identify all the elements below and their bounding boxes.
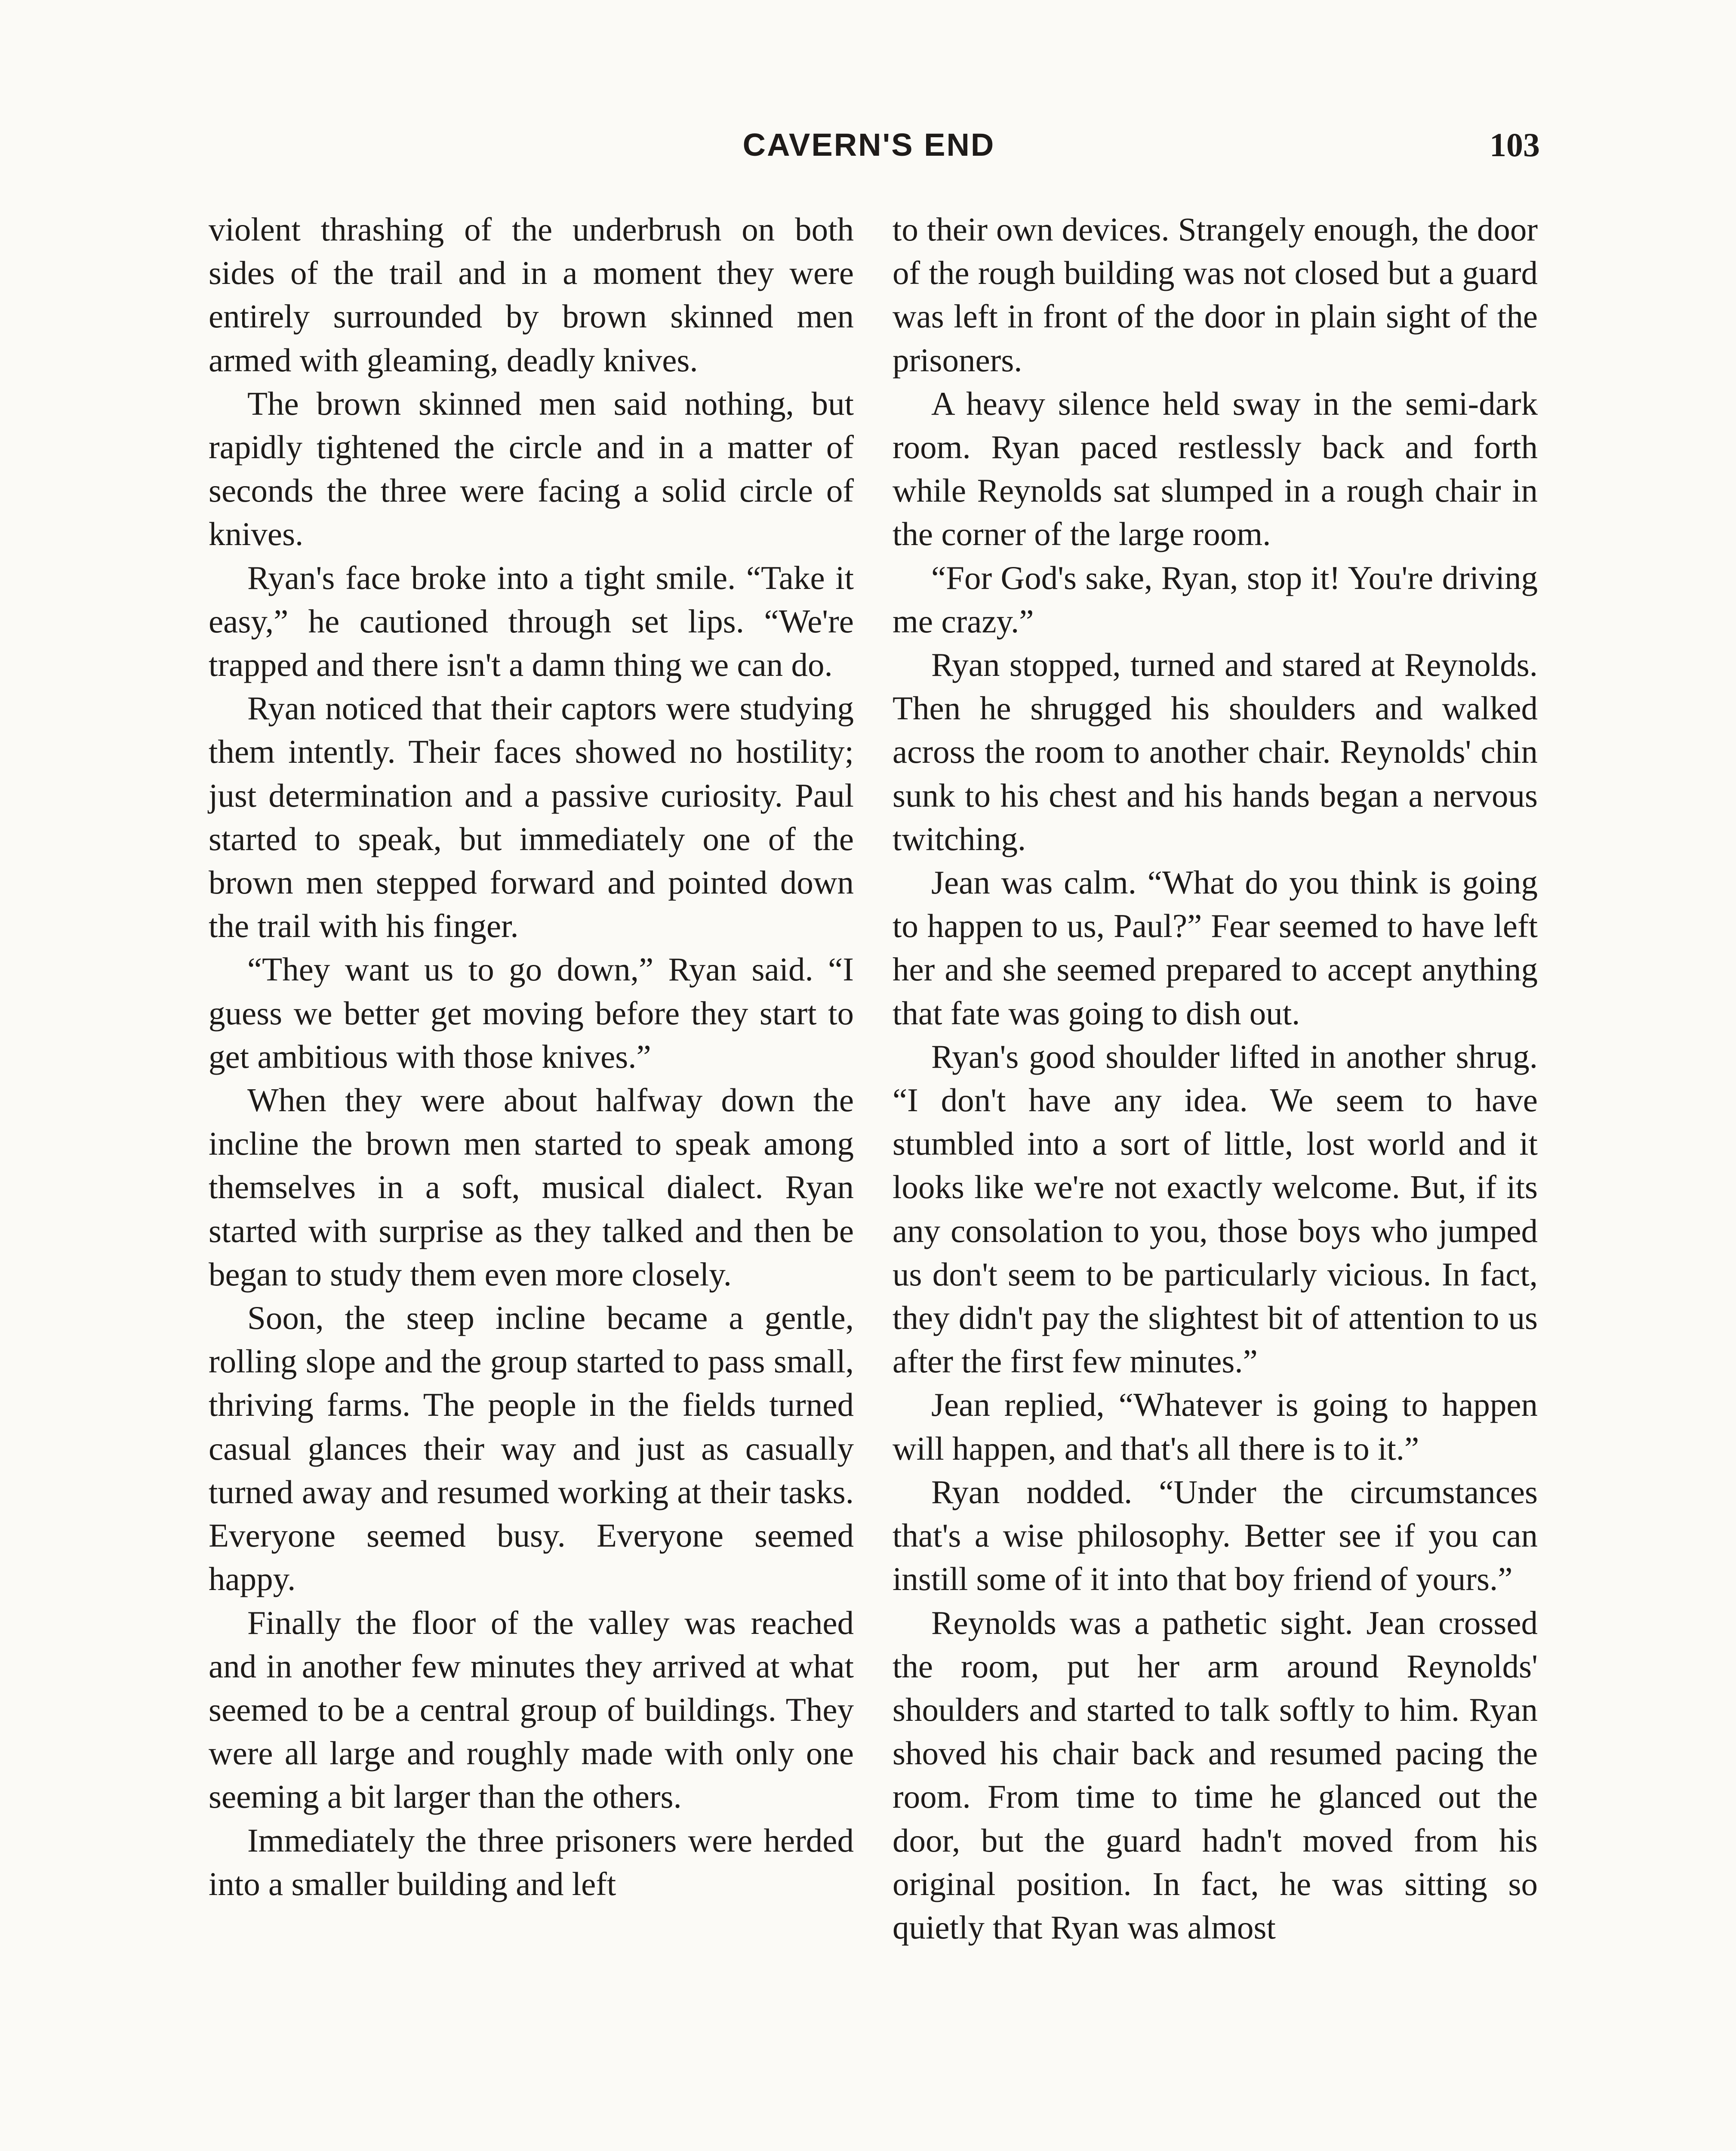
- paragraph: A heavy silence held sway in the semi-dark room. Ryan paced restlessly back and forth while Reynolds sat slumped in a rough chair in the corner of the large room.: [893, 385, 1538, 553]
- paragraph: “They want us to go down,” Ryan said. “I guess we better get moving before they start to get ambitious with those knives.”: [209, 951, 854, 1075]
- paragraph: Soon, the steep incline became a gentle, rolling slope and the group started to pass small, thriving farms. The people in the fields turned casual glances their way and just as casually turned away and resumed working at their tasks. Everyone seemed busy. Everyone seemed happy.: [209, 1299, 854, 1598]
- paragraph: Jean replied, “Whatever is going to happen will happen, and that's all there is to it.”: [893, 1386, 1538, 1467]
- paragraph: When they were about halfway down the incline the brown men started to speak among themselves in a soft, musical dialect. Ryan started with surprise as they talked and then be began to study them even more closely.: [209, 1082, 854, 1293]
- paragraph: “For God's sake, Ryan, stop it! You're driving me crazy.”: [893, 559, 1538, 640]
- paragraph: The brown skinned men said nothing, but rapidly tightened the circle and in a matter of seconds the three were facing a solid circle of knives.: [209, 385, 854, 553]
- paragraph: to their own devices. Strangely enough, the door of the rough building was not closed but a guard was left in front of the door in plain sight of the prisoners.: [893, 211, 1538, 379]
- paragraph: Jean was calm. “What do you think is going to happen to us, Paul?” Fear seemed to have left her and she seemed prepared to accept anything that fate was going to dish out.: [893, 864, 1538, 1032]
- running-head: [0, 121, 1736, 169]
- paragraph: Immediately the three prisoners were herded into a smaller building and left: [209, 1821, 854, 1902]
- paragraph: Ryan's good shoulder lifted in another shrug. “I don't have any idea. We seem to have stumbled into a sort of little, lost world and it looks like we're not exactly welcome. But, if its any consolation to you, those boys who jumped us don't seem to be particularly vicious. In fact, they didn't pay the slightest bit of attention to us after the first few minutes.”: [893, 1038, 1538, 1380]
- paragraph: Reynolds was a pathetic sight. Jean crossed the room, put her arm around Reynolds' shoulders and started to talk softly to him. Ryan shoved his chair back and resumed pacing the room. From time to time he glanced out the door, but the guard hadn't moved from his original position. In fact, he was sitting so quietly that Ryan was almost: [893, 1604, 1538, 1946]
- paragraph: Ryan stopped, turned and stared at Reynolds. Then he shrugged his shoulders and walked across the room to another chair. Reynolds' chin sunk to his chest and his hands began a nervous twitching.: [893, 646, 1538, 857]
- paragraph: Finally the floor of the valley was reached and in another few minutes they arrived at what seemed to be a central group of buildings. They were all large and roughly made with only one seeming a bit larger than the others.: [209, 1604, 854, 1815]
- paragraph: Ryan noticed that their captors were studying them intently. Their faces showed no hostility; just determination and a passive curiosity. Paul started to speak, but immediately one of the brown men stepped forward and pointed down the trail with his finger.: [209, 690, 854, 945]
- running-title: CAVERN'S END: [742, 127, 995, 163]
- paragraph: Ryan's face broke into a tight smile. “Take it easy,” he cautioned through set lips. “We're trapped and there isn't a damn thing we can do.: [209, 559, 854, 684]
- right-column: [893, 208, 1538, 1949]
- paragraph: violent thrashing of the underbrush on both sides of the trail and in a moment they were entirely surrounded by brown skinned men armed with gleaming, deadly knives.: [209, 211, 854, 379]
- page-number: 103: [1490, 126, 1540, 163]
- left-column: [209, 208, 854, 1906]
- paragraph: Ryan nodded. “Under the circumstances that's a wise philosophy. Better see if you can instill some of it into that boy friend of yours.”: [893, 1473, 1538, 1598]
